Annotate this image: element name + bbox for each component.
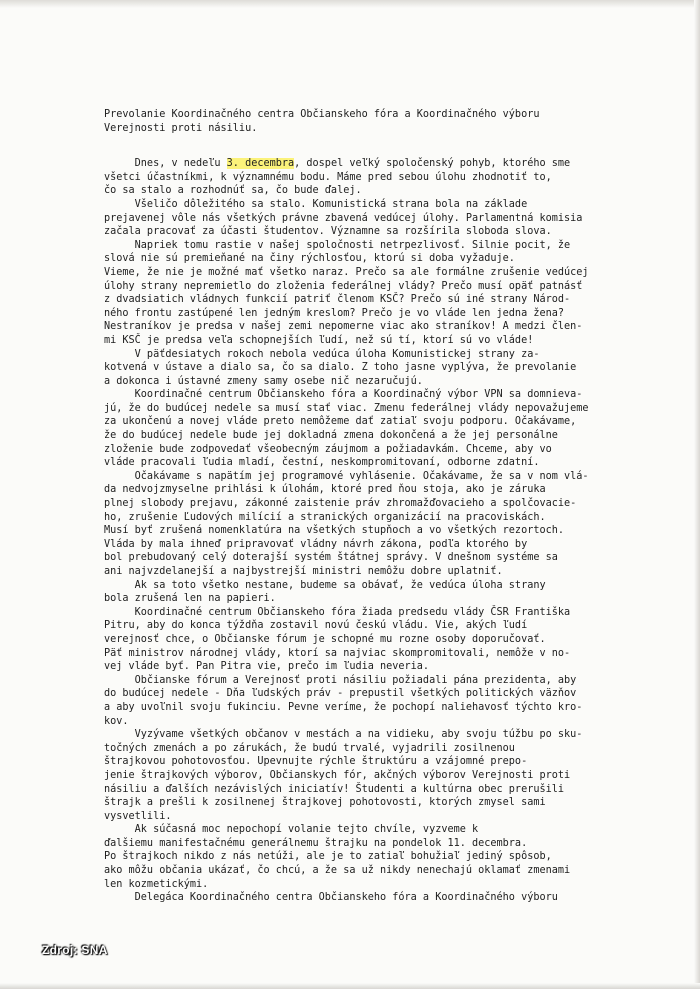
body-line: Ak sa toto všetko nestane, budeme sa obávať, že vedúca úloha strany <box>104 579 546 591</box>
title-line: Prevolanie Koordinačného centra Občianskeho fóra a Koordinačného výboru <box>104 109 540 120</box>
body-line: Nestraníkov je predsa v našej zemi nepomerne viac ako straníkov! A medzi člen- <box>104 321 583 333</box>
body-line: Pitru, aby do konca týždňa zostavil novú českú vládu. Vie, akých ľudí <box>104 620 528 632</box>
body-line: vej vláde byť. Pan Pitra vie, prečo im ľudia neveria. <box>104 661 430 673</box>
body-line: kotvená v ústave a dialo sa, čo sa dialo. Z toho jasne vyplýva, že prevolanie <box>104 362 577 374</box>
body-line: Musí byť zrušená nomenklatúra na všetkých stupňoch a vo všetkých rezortoch. <box>104 525 565 537</box>
body-line: jú, že do budúcej nedele sa musí stať viac. Zmenu federálnej vlády nepovažujeme <box>104 402 589 414</box>
body-line: jenie štrajkových výborov, Občianskych fór, akčných výborov Verejnosti proti <box>104 769 571 781</box>
document-body <box>104 157 664 905</box>
body-line: prejavenej vôle nás všetkých právne zbavená vedúcej úlohy. Parlamentná komisia <box>104 212 583 224</box>
body-line: Občianske fórum a Verejnosť proti násiliu požiadali pána prezidenta, aby <box>104 674 577 686</box>
body-line: ako môžu občania ukázať, čo chcú, a že sa už nikdy nenechajú oklamať zmenami <box>104 865 571 877</box>
body-line: Päť ministrov národnej vlády, ktorí sa najviac skompromitovali, nemôže v no- <box>104 647 571 659</box>
body-line: Ak súčasná moc nepochopí volanie tejto chvíle, vyzveme k <box>104 824 479 836</box>
title-line: Verejnosti proti násiliu. <box>104 122 258 134</box>
body-line: do budúcej nedele - Dňa ľudských práv - prepustil všetkých politických väzňov <box>104 688 577 700</box>
body-line: Dnes, v nedeľu 3. decembra, dospel veľký spoločenský pohyb, ktorého sme <box>104 158 571 170</box>
body-line: že do budúcej nedele bude jej dokladná zmena dokončená a že jej personálne <box>104 430 558 442</box>
body-line: a dokonca i ústavné zmeny samy osebe nič nezaručujú. <box>104 375 423 387</box>
body-line: Očakávame s napätím jej programové vyhlásenie. Očakávame, že sa v nom vlá- <box>104 470 589 482</box>
body-line: mi KSČ je predsa veľa schopnejších ľudí, než sú tí, ktorí sú vo vláde! <box>104 334 534 346</box>
paper-edge-top <box>0 0 700 8</box>
body-line: V päťdesiatych rokoch nebola vedúca úloha Komunistickej strany za- <box>104 348 540 360</box>
body-line: Po štrajkoch nikdo z nás netúži, ale je to zatiaľ bohužiaľ jediný spôsob, <box>104 851 552 863</box>
document-title <box>104 108 664 135</box>
highlighted-date: 3. decembra <box>226 158 295 170</box>
body-line: bol prebudovaný celý doterajší systém štátnej správy. V dnešnom systéme sa <box>104 552 558 564</box>
body-line: a aby uvoľnil svoju fukinciu. Pevne veríme, že pochopí naliehavosť týchto kro- <box>104 701 583 713</box>
body-line: začala pracovať za účasti študentov. Významne sa rozšírila sloboda slova. <box>104 226 552 238</box>
body-line: štrajkovou pohotovosťou. Upevnujte rýchle štruktúru a vzájomné prepo- <box>104 756 528 768</box>
body-line: všetci účastníkmi, k významnému bodu. Máme pred sebou úlohu zhodnotiť to, <box>104 171 552 183</box>
body-line: Vieme, že nie je možné mať všetko naraz. Prečo sa ale formálne zrušenie vedúcej <box>104 266 589 278</box>
body-line: bola zrušená len na papieri. <box>104 593 276 605</box>
body-line: čo sa stalo a rozhodnúť sa, čo bude ďalej. <box>104 185 362 197</box>
body-line: Delegáca Koordinačného centra Občianskeho fóra a Koordinačného výboru <box>104 892 558 904</box>
body-line: plnej slobody prejavu, zákonné zaistenie práv zhromažďovacieho a spolčovacie- <box>104 498 577 510</box>
body-line: ani najvzdelanejší a najbystrejší ministri nemôžu dobre uplatniť. <box>104 566 503 577</box>
body-line: zloženie bude zodpovedať všeobecným záujmom a požiadavkám. Chceme, aby vo <box>104 443 552 455</box>
body-line: z dvadsiatich vládnych funkcií patriť členom KSČ? Prečo sú iné strany Národ- <box>104 294 571 306</box>
body-line: slová nie sú premieňané na činy rýchlosťou, ktorú si doba vyžaduje. <box>104 253 515 265</box>
body-line: štrajk a prešli k zosilnenej štrajkovej pohotovosti, ktorých zmysel sami <box>104 797 546 809</box>
body-line: Vláda by mala ihneď pripravovať vládny návrh zákona, podľa ktorého by <box>104 538 528 550</box>
body-line: úlohy strany nepremietlo do zloženia federálnej vlády? Prečo musí opäť patnásť <box>104 280 583 292</box>
body-line: za ukončenú a novej vláde preto nemôžeme dať zatiaľ svoju podporu. Očakávame, <box>104 416 577 428</box>
body-line: Koordinačné centrum Občianskeho fóra žiada predsedu vlády ČSR Františka <box>104 606 571 618</box>
body-line: vysvetlili. <box>104 810 172 822</box>
body-line: točných zmenách a po zárukách, že budú trvalé, vyjadrili zosilnenou <box>104 742 515 754</box>
body-line: ďalšiemu manifestačnému generálnemu štrajku na pondelok 11. decembra. <box>104 837 528 849</box>
body-line: Vyzývame všetkých občanov v mestách a na vidieku, aby svoju túžbu po sku- <box>104 729 583 741</box>
body-line: Koordinačné centrum Občianskeho fóra a Koordinačný výbor VPN sa domnieva- <box>104 389 583 401</box>
paper-edge-right <box>694 0 700 989</box>
body-line: Napriek tomu rastie v našej spoločnosti netrpezlivosť. Silnie pocit, že <box>104 239 571 251</box>
body-line: ného frontu zastúpené len jedným kreslom? Prečo je vo vláde len jedna žena? <box>104 307 565 319</box>
body-line: Všeličo dôležitého sa stalo. Komunistická strana bola na základe <box>104 198 528 210</box>
body-line: len kozmetickými. <box>104 878 209 890</box>
body-line: vláde pracovali ľudia mladí, čestní, neskompromitovaní, odborne zdatní. <box>104 457 540 469</box>
body-line: ho, zrušenie Ľudových milícií a stranických organizácií na pracoviskách. <box>104 511 546 523</box>
body-line: da nedvojzmyselne prihlási k úlohám, ktoré pred ňou stoja, ako je záruka <box>104 484 546 496</box>
body-line: násiliu a ďalších nezávislých iniciatív! Študenti a kultúrna obec prerušili <box>104 783 565 795</box>
body-line: kov. <box>104 715 129 727</box>
body-line: verejnosť chce, o Občianske fórum je schopné mu rozne osoby doporučovať. <box>104 633 546 645</box>
typewritten-document <box>104 108 664 905</box>
paper-edge-bottom <box>0 983 700 989</box>
source-label: Zdroj: SNA <box>42 943 108 957</box>
